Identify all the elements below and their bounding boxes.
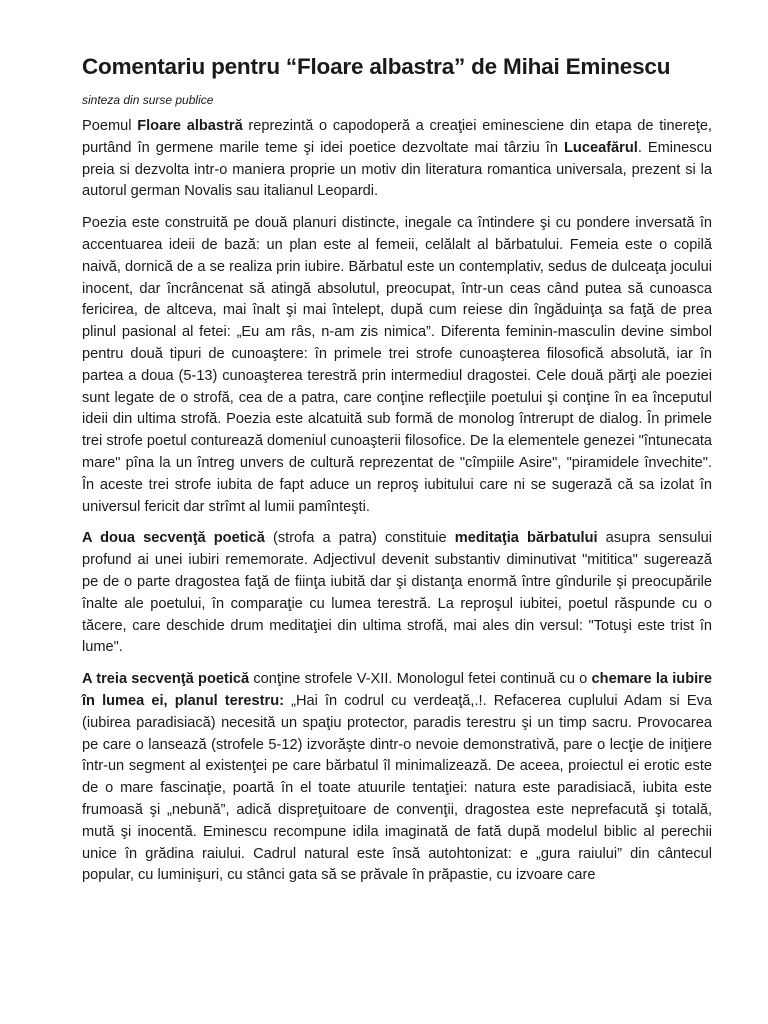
- document-subtitle: sinteza din surse publice: [82, 93, 214, 107]
- document-title: Comentariu pentru “Floare albastra” de Mihai Eminescu: [82, 54, 671, 79]
- bold-term: A doua secvenţă poetică: [82, 530, 265, 547]
- paragraph-structure: Poezia este construită pe două planuri distincte, inegale ca întindere şi cu pondere inversată în accentuarea ideii de bază: un plan este al femeii, celălalt al bărbatului. Femeia este o copilă naivă, dornică de a se realiza prin iubire. Bărbatul este un contemplativ, sedus de dulceaţa jocului inocent, dar încrâncenat să atingă absolutul, preocupat, într-un ceas când putea să cunoasca fericirea, de altceva, mai înalt şi mai întelept, după cum reiese din îngăduinţa sa faţă de prea plinul pasional al fetei: „Eu am râs, n-am zis nimica”. Diferenta feminin-masculin devine simbol pentru două tipuri de cunoaştere: în primele trei strofe cunoaşterea filosofică absolută, iar în partea a doua (5-13) cunoaşterea terestră prin intermediul dragostei. Cele două părţi ale poeziei sunt legate de o strofă, cea de a patra, care conţine reflecţiile poetului şi conţine în ea începutul ideii din ultima strofă. Poezia este alcatuită sub formă de monolog întrerupt de dialog. În primele trei strofe poetul conturează domeniul cunoaşterii filosofice. De la elementele genezei "întunecata mare" pîna la un întreg unvers de cultură reprezentat de "cîmpiile Asire", "piramidele învechite". În aceste trei strofe iubita de fapt aduce un reproş iubitului care ni se sugerază că sa izolat în universul fericit dar strîmt al lumii pamînteşti.: [82, 215, 712, 515]
- bold-term: Floare albastră: [137, 118, 243, 134]
- paragraph-second-sequence: [82, 528, 712, 659]
- paragraph-text: (strofa a patra) constituie: [264, 530, 455, 547]
- paragraph-text: asupra sensului profund ai unei iubiri rememorate. Adjectivul devenit substantiv diminutivat "mititica" sugerează pe de o parte dragostea faţă de fiinţa iubită dar şi distanţa enormă între gîndurile şi preocupările înalte ale poetului, în comparaţie cu lumea terestră. La reproşul iubitei, poetul răspunde cu o tăcere, care deschide drum meditaţiei din ultima strofă, mai ales din versul: "Totuşi este trist în lume".: [82, 530, 712, 656]
- paragraph-text: . Eminescu preia si dezvolta intr-o maniera proprie un motiv din literatura romantica universala, prezent si la autorul german Novalis sau italianul Leopardi.: [82, 139, 712, 200]
- bold-term: chemare la iubire în lumea ei, planul terestru:: [82, 671, 712, 709]
- bold-term: A treia secvenţă poetică: [82, 671, 250, 688]
- paragraph-third-sequence: [82, 669, 712, 887]
- paragraph-text: „Hai în codrul cu verdeaţă,.!. Refacerea cuplului Adam si Eva (iubirea paradisiacă) necesită un spaţiu protector, paradis terestru şi un timp sacru. Provocarea pe care o lansează (strofele 5-12) izvorăşte dintr-o nevoie demonstrativă, pare o lecţie de iniţiere într-un segment al existenţei pe care bărbatul îl minimalizează. De aceea, proiectul ei erotic este de o mare fascinaţie, poartă în el toate atuurile tentaţiei: natura este paradisiacă, iubita este frumoasă şi „nebună”, adică dispreţuitoare de convenţii, dragostea este neprefacută şi totală, mută şi inocentă. Eminescu recompune idila imaginată de fată după modelul biblic al perechii unice în grădina raiului. Cadrul natural este însă autohtonizat: e „gura raiului” din cântecul popular, cu luminişuri, cu stânci gata să se prăvale în prăpastie, cu izvoare care: [82, 692, 712, 884]
- paragraph-text: reprezintă o capodoperă a creaţiei eminesciene din etapa de tinereţe, purtând în germene marile teme şi idei poetice dezvoltate mai târziu în: [82, 118, 712, 156]
- document-page: [82, 52, 712, 887]
- paragraph-text: conţine strofele V-XII. Monologul fetei continuă cu o: [249, 671, 592, 688]
- bold-term: meditaţia bărbatului: [454, 530, 598, 547]
- paragraph-text: Poemul: [82, 118, 138, 134]
- paragraph-intro: [82, 116, 712, 203]
- bold-term: Luceafărul: [564, 139, 638, 156]
